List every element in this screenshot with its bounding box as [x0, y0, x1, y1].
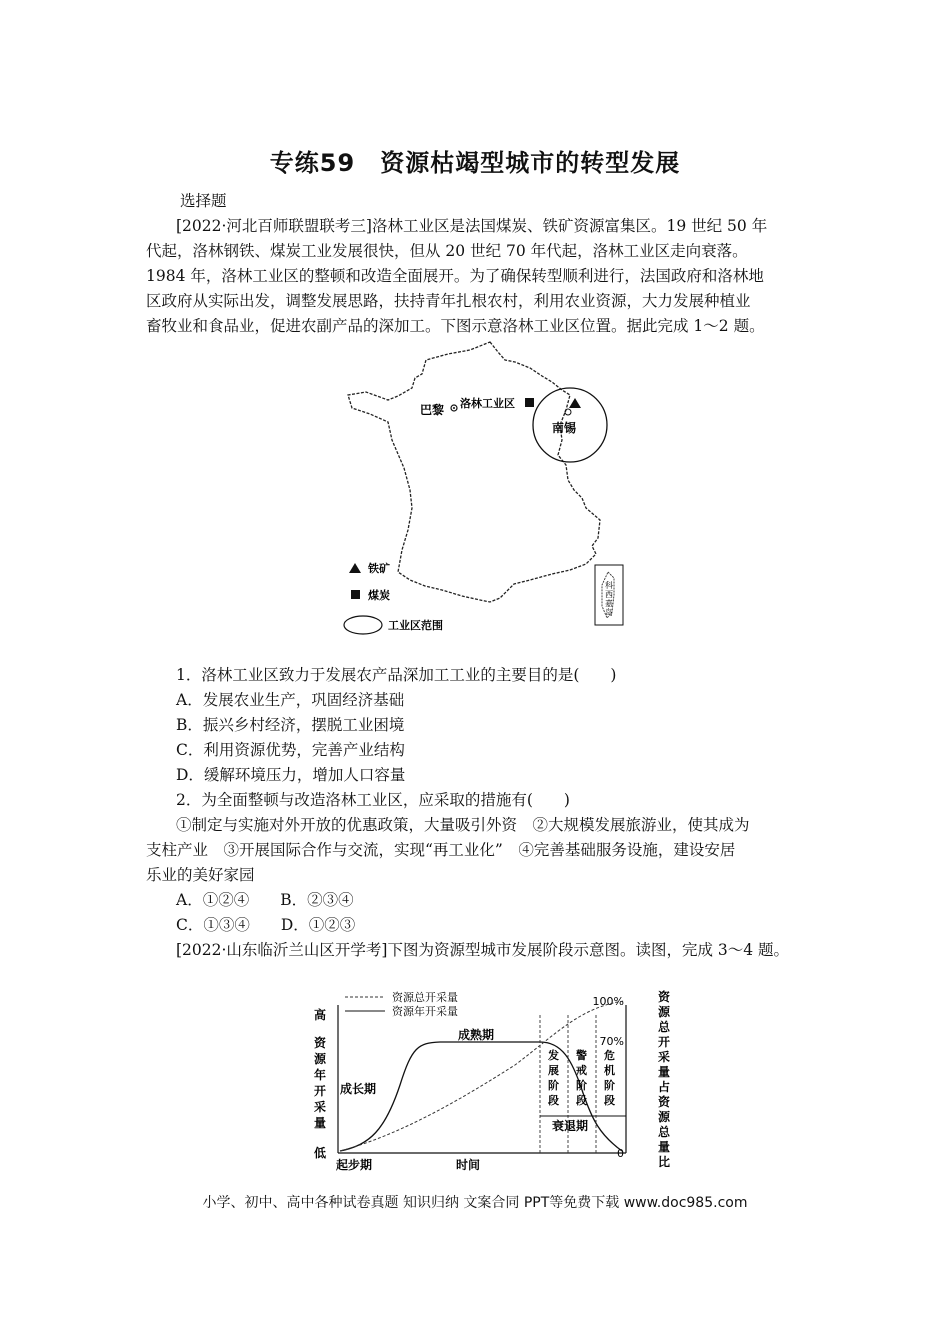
intro1-line-5: 畜牧业和食品业，促进农副产品的深加工。下图示意洛林工业区位置。据此完成 1～2 题。	[146, 317, 765, 335]
stage-crisis: 危机阶段	[604, 1049, 615, 1107]
q2-body-1: ①制定与实施对外开放的优惠政策，大量吸引外资 ②大规模发展旅游业，使其成为	[176, 816, 750, 834]
q1-stem: 1．洛林工业区致力于发展农产品深加工工业的主要目的是( )	[176, 666, 617, 684]
paris-label: 巴黎	[420, 403, 445, 417]
right-tick-100: 100%	[592, 995, 624, 1008]
left-axis-label: 资源年开采量	[314, 1036, 327, 1130]
right-axis-label: 资源总开采量占资源总量比	[658, 990, 671, 1169]
intro2: [2022·山东临沂兰山区开学考]下图为资源型城市发展阶段示意图。读图，完成 3～4 题。	[176, 941, 790, 959]
q2-options-cd: C．①③④ D．①②③	[176, 916, 356, 934]
stage-start: 起步期	[336, 1158, 373, 1172]
intro1-line-2: 代起，洛林钢铁、煤炭工业发展很快，但从 20 世纪 70 年代起，洛林工业区走向衰落。	[146, 242, 748, 260]
nancy-marker	[565, 409, 571, 415]
page-footer: 小学、初中、高中各种试卷真题 知识归纳 文案合同 PPT等免费下载 www.doc985.com	[202, 1195, 748, 1211]
q1-option-a: A．发展农业生产，巩固经济基础	[176, 691, 405, 709]
corsica-label: 科西嘉岛	[605, 581, 613, 617]
france-map	[330, 340, 630, 635]
q2-stem: 2．为全面整顿与改造洛林工业区，应采取的措施有( )	[176, 791, 570, 809]
intro1-line-1: [2022·河北百师联盟联考三]洛林工业区是法国煤炭、铁矿资源富集区。19 世纪 50 年	[176, 217, 768, 235]
left-axis-top: 高	[314, 1008, 327, 1022]
left-axis-bottom: 低	[314, 1146, 327, 1160]
nancy-label: 南锡	[552, 421, 577, 435]
page-title: 专练59 资源枯竭型城市的转型发展	[269, 149, 681, 177]
x-axis-label: 时间	[456, 1158, 481, 1172]
right-tick-70: 70%	[599, 1035, 624, 1048]
stage-mature: 成熟期	[458, 1028, 495, 1042]
q2-options-ab: A．①②④ B．②③④	[176, 891, 354, 909]
resource-city-chart	[300, 985, 680, 1175]
stage-warning: 警戒阶段	[576, 1049, 587, 1107]
stage-growth: 成长期	[340, 1082, 377, 1096]
q1-option-d: D．缓解环境压力，增加人口容量	[176, 766, 406, 784]
coal-marker	[525, 398, 534, 407]
right-tick-0: 0	[617, 1147, 624, 1160]
stage-decline: 衰退期	[552, 1119, 589, 1133]
legend-annual: 资源年开采量	[392, 1005, 458, 1018]
legend-total: 资源总开采量	[392, 991, 458, 1004]
q2-body-3: 乐业的美好家园	[146, 866, 255, 884]
legend-iron: 铁矿	[368, 562, 390, 575]
lorraine-label: 洛林工业区	[460, 397, 515, 410]
section-label: 选择题	[180, 192, 227, 210]
iron-marker	[569, 398, 581, 408]
intro1-line-4: 区政府从实际出发，调整发展思路，扶持青年扎根农村，利用农业资源，大力发展种植业	[146, 292, 751, 310]
q1-option-c: C．利用资源优势，完善产业结构	[176, 741, 405, 759]
stage-develop: 发展阶段	[548, 1049, 559, 1107]
intro1-line-3: 1984 年，洛林工业区的整顿和改造全面展开。为了确保转型顺利进行，法国政府和洛林地	[146, 267, 764, 285]
legend-area: 工业区范围	[388, 619, 443, 632]
legend-coal: 煤炭	[368, 589, 390, 602]
q2-body-2: 支柱产业 ③开展国际合作与交流，实现“再工业化” ④完善基础服务设施，建设安居	[146, 841, 736, 859]
q1-option-b: B．振兴乡村经济，摆脱工业困境	[176, 716, 405, 734]
